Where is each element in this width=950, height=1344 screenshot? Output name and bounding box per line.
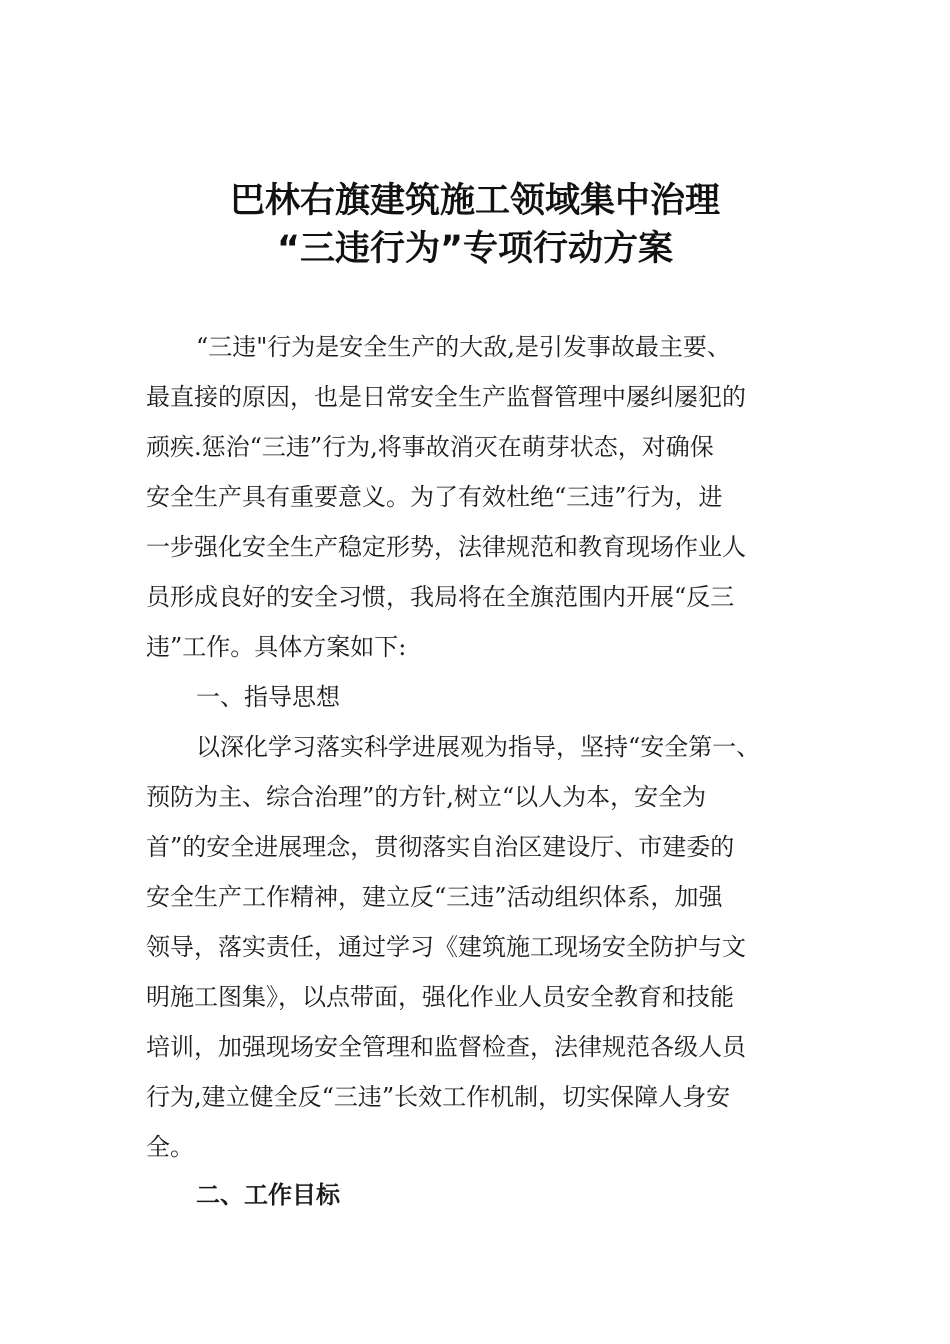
- section-heading-text: 二、工作目标: [196, 1181, 340, 1209]
- section-2-heading: [146, 1170, 816, 1220]
- paragraph-line: 最直接的原因，也是日常安全生产监督管理中屡纠屡犯的: [146, 383, 746, 411]
- paragraph-line: 培训，加强现场安全管理和监督检查，法律规范各级人员: [146, 1033, 746, 1061]
- paragraph-line: 以深化学习落实科学进展观为指导，坚持“安全第一、: [196, 733, 761, 761]
- paragraph-line: 领导，落实责任，通过学习《建筑施工现场安全防护与文: [146, 933, 746, 961]
- paragraph-line: 安全生产工作精神，建立反“三违”活动组织体系，加强: [146, 883, 723, 911]
- paragraph-line: 首”的安全进展理念，贯彻落实自治区建设厅、市建委的: [146, 833, 735, 861]
- section-1-paragraph: [146, 722, 816, 1172]
- paragraph-line: 一步强化安全生产稳定形势，法律规范和教育现场作业人: [146, 533, 746, 561]
- paragraph-line: 顽疾.惩治“三违”行为,将事故消灭在萌芽状态，对确保: [146, 433, 714, 461]
- paragraph-line: 违”工作。具体方案如下:: [146, 633, 407, 661]
- paragraph-line: 员形成良好的安全习惯，我局将在全旗范围内开展“反三: [146, 583, 735, 611]
- paragraph-line: 全。: [146, 1133, 194, 1161]
- document-title-line-2: “三违行为”专项行动方案: [276, 229, 673, 269]
- paragraph-line: 明施工图集》，以点带面，强化作业人员安全教育和技能: [146, 983, 734, 1011]
- paragraph-line: 预防为主、综合治理”的方针,树立“以人为本，安全为: [146, 783, 707, 811]
- intro-paragraph: [146, 322, 816, 672]
- paragraph-line: “三违"行为是安全生产的大敌,是引发事故最主要、: [196, 333, 731, 361]
- paragraph-line: 行为,建立健全反“三违”长效工作机制，切实保障人身安: [146, 1083, 731, 1111]
- document-title-line-1: 巴林右旗建筑施工领域集中治理: [229, 181, 720, 221]
- paragraph-line: 安全生产具有重要意义。为了有效杜绝“三违”行为，进: [146, 483, 723, 511]
- section-1-heading: [146, 672, 816, 722]
- section-heading-text: 一、指导思想: [196, 683, 340, 711]
